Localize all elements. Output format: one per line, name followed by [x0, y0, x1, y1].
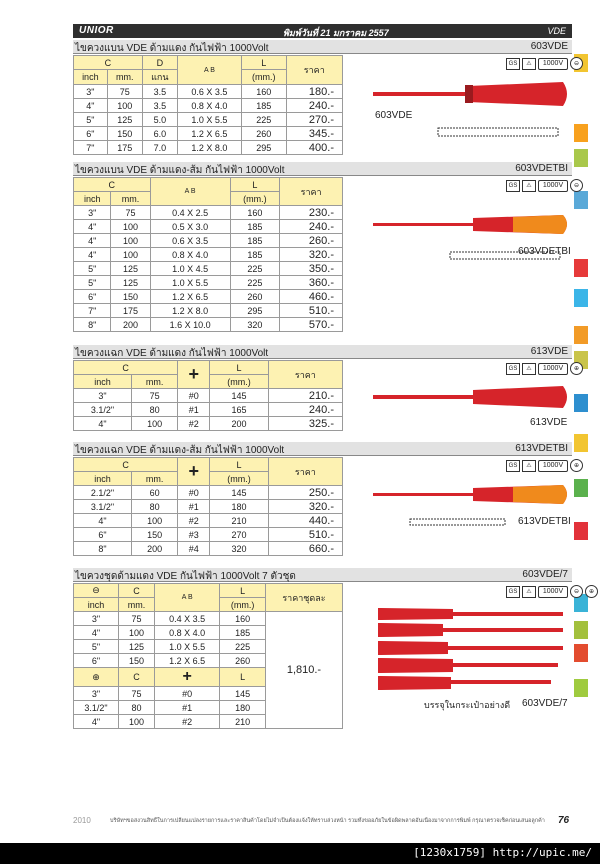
category-label: VDE: [547, 26, 566, 36]
tool-label: 613VDETBI: [518, 516, 571, 527]
col-ab: [154, 584, 219, 612]
section-613vde: [73, 345, 580, 437]
cell-l: 210: [220, 715, 265, 729]
cell-price: 510.-: [280, 304, 343, 318]
cell-price: 260.-: [280, 234, 343, 248]
gs-icon: GS: [506, 586, 520, 598]
page-number: 76: [558, 815, 570, 826]
cell-l: 160: [220, 612, 265, 626]
tool-label: 613VDE: [530, 417, 568, 428]
side-tab: [574, 191, 588, 209]
gs-icon: GS: [506, 180, 520, 192]
table-row: [74, 262, 343, 276]
cell-tip: #0: [154, 687, 219, 701]
cell-l: 185: [230, 234, 280, 248]
phillips-tip-icon: ⊕: [570, 362, 583, 375]
cell-mm: 150: [119, 654, 155, 668]
cell-inch: 4": [74, 715, 119, 729]
cell-mm: 100: [132, 514, 178, 528]
print-date: พิมพ์วันที่ 21 มกราคม 2557: [283, 28, 389, 38]
col-l: L: [242, 56, 287, 70]
cell-price: 320.-: [268, 500, 342, 514]
cell-mm: 125: [119, 640, 155, 654]
col-c: C: [74, 458, 178, 472]
cell-mm: 125: [111, 276, 150, 290]
warning-icon: ⚠: [522, 58, 536, 70]
voltage-badge: 1000V: [538, 58, 568, 70]
side-tab: [574, 149, 588, 167]
cell-price: 240.-: [280, 220, 343, 234]
cell-mm: 100: [119, 626, 155, 640]
col-l: L: [210, 458, 269, 472]
cell-price: 240.-: [268, 403, 342, 417]
cell-mm: 100: [111, 234, 150, 248]
cell-inch: 4": [74, 234, 111, 248]
section-603vdetbi: [73, 162, 580, 340]
cell-price: 230.-: [280, 206, 343, 220]
col-inch: inch: [74, 598, 119, 612]
cell-l: 180: [220, 701, 265, 715]
warning-icon: ⚠: [522, 586, 536, 598]
side-tab: [574, 679, 588, 697]
col-l: L: [230, 178, 280, 192]
cert-icons: [506, 459, 583, 472]
cell-mm: 175: [107, 141, 142, 155]
section-code: 613VDE: [530, 346, 568, 357]
cell-ab: 0.5 X 3.0: [150, 220, 230, 234]
warning-icon: ⚠: [522, 363, 536, 375]
gs-icon: GS: [506, 460, 520, 472]
cell-inch: 4": [74, 99, 108, 113]
cell-inch: 3.1/2": [74, 500, 132, 514]
cell-d: 3.5: [142, 99, 177, 113]
col-c: C: [119, 584, 155, 598]
cell-mm: 100: [111, 248, 150, 262]
cell-tip: #2: [178, 417, 210, 431]
cell-price: 400.-: [286, 141, 342, 155]
cell-price: 440.-: [268, 514, 342, 528]
col-price: ราคา: [286, 56, 342, 85]
cell-l: 260: [220, 654, 265, 668]
cell-price: 325.-: [268, 417, 342, 431]
cell-price: 350.-: [280, 262, 343, 276]
voltage-badge: 1000V: [538, 363, 568, 375]
cell-l: 260: [242, 127, 287, 141]
table-row: [74, 514, 343, 528]
section-header: [73, 345, 572, 359]
tool-label: 603VDE: [375, 110, 413, 121]
screwdriver-image: [373, 381, 573, 413]
col-core: แกน: [142, 70, 177, 85]
side-tab: [574, 326, 588, 344]
cell-d: 3.5: [142, 85, 177, 99]
section-header: [73, 442, 572, 456]
col-c: C: [74, 361, 178, 375]
section-603vde: [73, 40, 580, 158]
table-row: [74, 403, 343, 417]
table-row: [74, 612, 343, 626]
cell-tip: #1: [178, 403, 210, 417]
col-d: D: [142, 56, 177, 70]
section-code: 613VDETBI: [515, 443, 568, 454]
gs-icon: GS: [506, 363, 520, 375]
section-code: 603VDETBI: [515, 163, 568, 174]
phillips-icon: +: [178, 458, 210, 486]
cell-ab: 0.4 X 2.5: [150, 206, 230, 220]
screwdriver-image: [373, 480, 573, 510]
cell-mm: 100: [132, 417, 178, 431]
cell-mm: 125: [107, 113, 142, 127]
tool-label: 603VDETBI: [518, 246, 571, 257]
slot-tip-icon: ⊖: [570, 585, 583, 598]
side-tab: [574, 434, 588, 452]
cell-inch: 3": [74, 612, 119, 626]
col-mm: mm.: [119, 598, 155, 612]
cell-inch: 4": [74, 248, 111, 262]
side-tab: [574, 124, 588, 142]
cell-mm: 100: [119, 715, 155, 729]
cell-price: 210.-: [268, 389, 342, 403]
section-613vdetbi: [73, 442, 580, 562]
cell-mm: 80: [119, 701, 155, 715]
cell-inch: 6": [74, 528, 132, 542]
cell-inch: 2.1/2": [74, 486, 132, 500]
cell-ab: 0.6 X 3.5: [177, 85, 241, 99]
cell-l: 320: [230, 318, 280, 332]
col-price: ราคา: [268, 458, 342, 486]
section-header: [73, 40, 572, 54]
table-row: [74, 389, 343, 403]
table-row: [74, 85, 343, 99]
cell-ab: 1.0 X 5.5: [154, 640, 219, 654]
screwdriver-image: [373, 76, 573, 110]
cell-inch: 3": [74, 206, 111, 220]
col-inch: inch: [74, 70, 108, 85]
col-c: C: [119, 668, 155, 687]
cell-inch: 3": [74, 687, 119, 701]
cell-price: 660.-: [268, 542, 342, 556]
cell-ab: 0.6 X 3.5: [150, 234, 230, 248]
voltage-badge: 1000V: [538, 460, 568, 472]
spec-table: [73, 583, 343, 729]
table-row: [74, 542, 343, 556]
col-ab: [150, 178, 230, 206]
cell-inch: 7": [74, 141, 108, 155]
cell-tip: #0: [178, 389, 210, 403]
set-price: 1,810.-: [265, 612, 342, 729]
cell-tip: #1: [178, 500, 210, 514]
cell-tip: #3: [178, 528, 210, 542]
col-l: L: [220, 584, 265, 598]
table-row: [74, 206, 343, 220]
cell-mm: 100: [107, 99, 142, 113]
cell-mm: 75: [111, 206, 150, 220]
watermark-text: [1230x1759] http://upic.me/: [413, 846, 592, 859]
cell-l: 185: [220, 626, 265, 640]
side-tab: [574, 259, 588, 277]
table-row: [74, 234, 343, 248]
watermark-bar: [0, 843, 600, 864]
cell-price: 180.-: [286, 85, 342, 99]
cell-inch: 8": [74, 542, 132, 556]
warning-icon: ⚠: [522, 460, 536, 472]
cell-l: 225: [230, 262, 280, 276]
cell-l: 270: [210, 528, 269, 542]
cell-inch: 5": [74, 276, 111, 290]
col-c: C: [74, 178, 151, 192]
phillips-icon: +: [178, 361, 210, 389]
col-mm: mm.: [111, 192, 150, 206]
col-inch: inch: [74, 472, 132, 486]
table-row: [74, 304, 343, 318]
section-title: ไขควงแบน VDE ด้ามแดง กันไฟฟ้า 1000Volt: [75, 43, 269, 54]
table-row: [74, 99, 343, 113]
ab-diagram-icon: A B: [184, 188, 196, 195]
cell-l: 225: [242, 113, 287, 127]
col-mm: mm.: [132, 472, 178, 486]
cell-price: 240.-: [286, 99, 342, 113]
cell-mm: 200: [132, 542, 178, 556]
cell-ab: 1.2 X 8.0: [177, 141, 241, 155]
table-row: [74, 276, 343, 290]
table-row: [74, 113, 343, 127]
cell-mm: 75: [119, 687, 155, 701]
cell-ab: 1.0 X 5.5: [177, 113, 241, 127]
spec-table: [73, 360, 343, 431]
warning-icon: ⚠: [522, 180, 536, 192]
table-row: [74, 141, 343, 155]
cell-ab: 1.0 X 5.5: [150, 276, 230, 290]
cert-icons: [506, 585, 598, 598]
voltage-badge: 1000V: [538, 180, 568, 192]
phillips-tip-icon: ⊕: [74, 668, 119, 687]
cell-l: 185: [230, 220, 280, 234]
section-title: ไขควงแฉก VDE ด้ามแดง กันไฟฟ้า 1000Volt: [75, 348, 269, 359]
slot-tip-icon: ⊖: [570, 179, 583, 192]
cell-l: 225: [220, 640, 265, 654]
spec-table: [73, 177, 343, 332]
col-price: ราคา: [280, 178, 343, 206]
table-row: [74, 220, 343, 234]
cell-tip: #2: [154, 715, 219, 729]
tool-label: 603VDE/7: [522, 698, 568, 709]
cell-inch: 3": [74, 85, 108, 99]
cell-tip: #2: [178, 514, 210, 528]
side-tab: [574, 289, 588, 307]
cell-mm: 75: [132, 389, 178, 403]
cell-ab: 0.8 X 4.0: [177, 99, 241, 113]
cell-l: 295: [230, 304, 280, 318]
table-row: [74, 248, 343, 262]
ab-diagram-icon: A B: [203, 66, 215, 74]
cell-inch: 3.1/2": [74, 403, 132, 417]
cell-d: 7.0: [142, 141, 177, 155]
cell-price: 250.-: [268, 486, 342, 500]
cell-inch: 3": [74, 389, 132, 403]
col-ab: [177, 56, 241, 85]
cell-l: 160: [242, 85, 287, 99]
cell-l: 160: [230, 206, 280, 220]
table-row: [74, 528, 343, 542]
spec-table: [73, 457, 343, 556]
gs-icon: GS: [506, 58, 520, 70]
ab-diagram-icon: A B: [181, 594, 193, 601]
slot-tip-icon: ⊖: [570, 57, 583, 70]
col-inch: inch: [74, 375, 132, 389]
cell-ab: 1.2 X 6.5: [154, 654, 219, 668]
cell-price: 270.-: [286, 113, 342, 127]
cell-inch: 4": [74, 417, 132, 431]
cert-icons: [506, 179, 583, 192]
brand-logo: UNIOR: [79, 25, 114, 36]
cell-ab: 1.0 X 4.5: [150, 262, 230, 276]
cell-ab: 1.6 X 10.0: [150, 318, 230, 332]
cell-l: 185: [230, 248, 280, 262]
spec-table: [73, 55, 343, 155]
phillips-tip-icon: ⊕: [585, 585, 598, 598]
table-row: [74, 318, 343, 332]
cert-icons: [506, 362, 583, 375]
cell-ab: 1.2 X 6.5: [150, 290, 230, 304]
cell-l: 145: [210, 389, 269, 403]
col-lmm: (mm.): [230, 192, 280, 206]
voltage-badge: 1000V: [538, 586, 568, 598]
footer-year: 2010: [73, 816, 91, 825]
cell-inch: 5": [74, 262, 111, 276]
side-tab: [574, 644, 588, 662]
col-price: ราคาชุดละ: [265, 584, 342, 612]
cell-l: 210: [210, 514, 269, 528]
section-603vde-7: [73, 568, 595, 728]
col-l: L: [210, 361, 269, 375]
table-row: [74, 127, 343, 141]
cell-ab: 0.8 X 4.0: [154, 626, 219, 640]
cell-l: 145: [210, 486, 269, 500]
col-lmm: (mm.): [242, 70, 287, 85]
dimension-diagram: [433, 120, 563, 144]
cell-inch: 7": [74, 304, 111, 318]
screwdriver-set-image: [373, 606, 573, 706]
cell-l: 320: [210, 542, 269, 556]
cell-tip: #0: [178, 486, 210, 500]
cell-l: 200: [210, 417, 269, 431]
cell-price: 345.-: [286, 127, 342, 141]
table-row: [74, 417, 343, 431]
cell-l: 185: [242, 99, 287, 113]
cell-mm: 125: [111, 262, 150, 276]
cell-price: 320.-: [280, 248, 343, 262]
cell-l: 180: [210, 500, 269, 514]
cell-inch: 5": [74, 640, 119, 654]
col-inch: inch: [74, 192, 111, 206]
side-tab: [574, 621, 588, 639]
cell-mm: 75: [119, 612, 155, 626]
cell-mm: 80: [132, 403, 178, 417]
section-title: ไขควงแฉก VDE ด้ามแดง-ส้ม กันไฟฟ้า 1000Volt: [75, 445, 285, 456]
cell-l: 260: [230, 290, 280, 304]
table-row: [74, 486, 343, 500]
side-tab: [574, 479, 588, 497]
cell-ab: 1.2 X 6.5: [177, 127, 241, 141]
cell-inch: 6": [74, 290, 111, 304]
cell-l: 145: [220, 687, 265, 701]
cell-price: 460.-: [280, 290, 343, 304]
cell-inch: 4": [74, 220, 111, 234]
cell-tip: #4: [178, 542, 210, 556]
phillips-icon: +: [154, 668, 219, 687]
section-header: [73, 162, 572, 176]
table-row: [74, 500, 343, 514]
cell-inch: 8": [74, 318, 111, 332]
col-mm: mm.: [107, 70, 142, 85]
col-c: C: [74, 56, 143, 70]
cell-mm: 75: [107, 85, 142, 99]
cert-icons: [506, 57, 583, 70]
section-code: 603VDE: [530, 41, 568, 52]
slot-tip-icon: ⊖: [74, 584, 119, 598]
col-l: L: [220, 668, 265, 687]
footer-disclaimer: บริษัทฯขอสงวนสิทธิ์ในการเปลี่ยนแปลงรายการและราคาสินค้าโดยไม่จำเป็นต้องแจ้งให้ทราบล่วงหน้า รวมทั้งขออภัยในข้อผิดพลาดอันเนื่องมาจากการพิมพ์ กรุณาตรวจเช็คก่อนเสนอลูกค้า: [110, 818, 545, 824]
cell-ab: 1.2 X 8.0: [150, 304, 230, 318]
section-header: [73, 568, 572, 582]
cell-l: 225: [230, 276, 280, 290]
cell-inch: 6": [74, 127, 108, 141]
section-title: ไขควงแบน VDE ด้ามแดง-ส้ม กันไฟฟ้า 1000Volt: [75, 165, 285, 176]
header-bar: [73, 24, 572, 38]
cell-inch: 3.1/2": [74, 701, 119, 715]
cell-inch: 6": [74, 654, 119, 668]
cell-ab: 0.4 X 3.5: [154, 612, 219, 626]
cell-price: 570.-: [280, 318, 343, 332]
dimension-diagram: [405, 514, 515, 532]
case-note: บรรจุในกระเป๋าอย่างดี: [424, 700, 511, 710]
col-lmm: (mm.): [220, 598, 265, 612]
side-tab: [574, 394, 588, 412]
cell-mm: 100: [111, 220, 150, 234]
phillips-tip-icon: ⊕: [570, 459, 583, 472]
cell-mm: 150: [132, 528, 178, 542]
table-row: [74, 290, 343, 304]
col-lmm: (mm.): [210, 375, 269, 389]
cell-l: 165: [210, 403, 269, 417]
screwdriver-image: [373, 210, 573, 240]
section-title: ไขควงชุดด้ามแดง VDE กันไฟฟ้า 1000Volt 7 ตัวชุด: [75, 571, 296, 582]
cell-price: 360.-: [280, 276, 343, 290]
section-code: 603VDE/7: [522, 569, 568, 580]
cell-d: 5.0: [142, 113, 177, 127]
cell-inch: 5": [74, 113, 108, 127]
cell-inch: 4": [74, 514, 132, 528]
col-price: ราคา: [268, 361, 342, 389]
cell-tip: #1: [154, 701, 219, 715]
cell-mm: 200: [111, 318, 150, 332]
side-tab: [574, 522, 588, 540]
cell-ab: 0.8 X 4.0: [150, 248, 230, 262]
cell-mm: 60: [132, 486, 178, 500]
col-mm: mm.: [132, 375, 178, 389]
cell-mm: 80: [132, 500, 178, 514]
cell-d: 6.0: [142, 127, 177, 141]
cell-inch: 4": [74, 626, 119, 640]
cell-mm: 150: [107, 127, 142, 141]
cell-price: 510.-: [268, 528, 342, 542]
cell-mm: 175: [111, 304, 150, 318]
col-lmm: (mm.): [210, 472, 269, 486]
cell-mm: 150: [111, 290, 150, 304]
cell-l: 295: [242, 141, 287, 155]
